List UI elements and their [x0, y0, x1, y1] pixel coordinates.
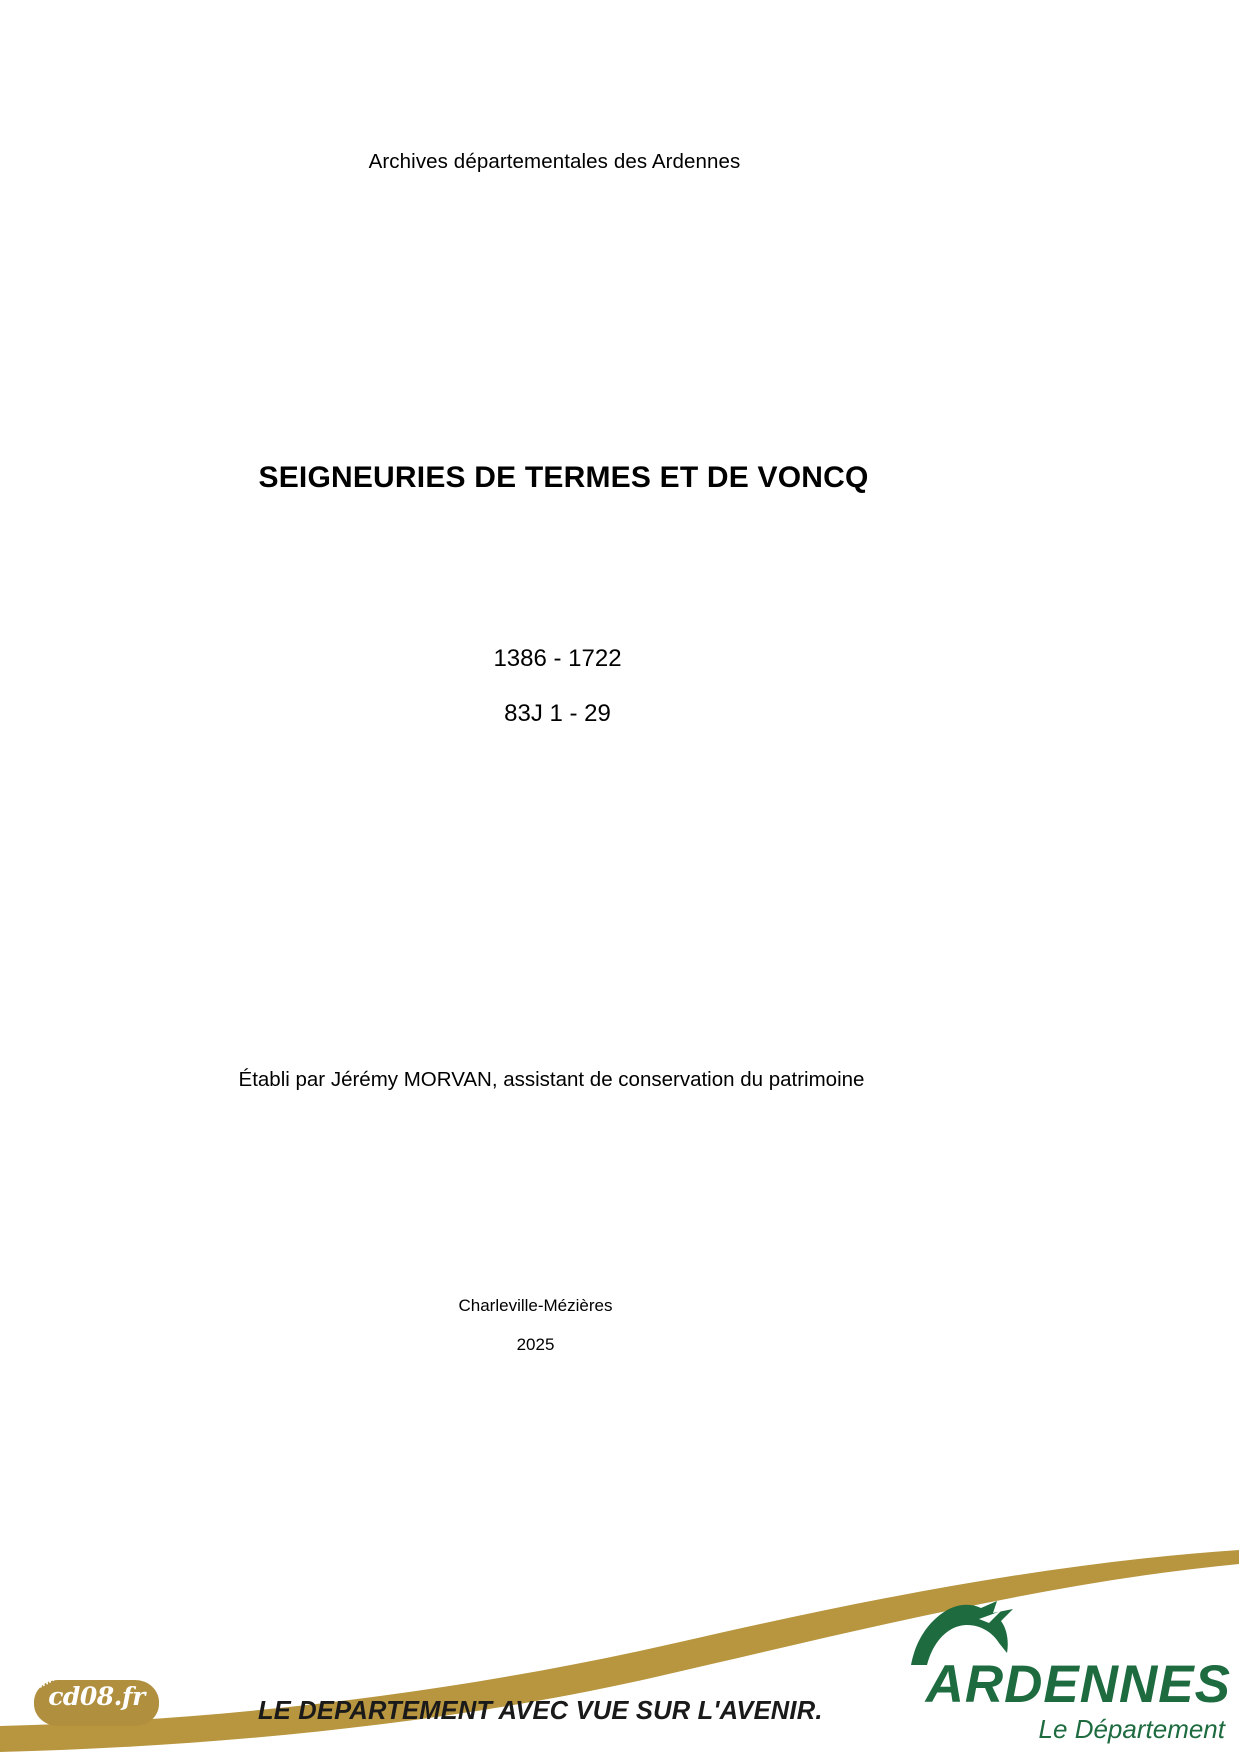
institution-name — [0, 150, 1239, 174]
department-slogan: LE DEPARTEMENT AVEC VUE SUR L'AVENIR. — [258, 1697, 823, 1725]
place-line — [0, 1296, 1239, 1316]
footer-banner — [0, 1454, 1239, 1754]
reference-code-text: 83J 1 - 29 — [504, 700, 611, 727]
author-line-text: Établi par Jérémy MORVAN, assistant de conservation du patrimoine — [238, 1068, 865, 1091]
page-title-text: SEIGNEURIES DE TERMES ET DE VONCQ — [258, 461, 869, 494]
date-range — [0, 645, 1239, 673]
cd08-logo[interactable] — [34, 1671, 159, 1732]
year-line — [0, 1335, 1239, 1355]
year-line-text: 2025 — [516, 1335, 555, 1354]
institution-name-text: Archives départementales des Ardennes — [368, 150, 741, 173]
reference-code — [0, 700, 1239, 728]
cd08-www-label: www — [36, 1671, 60, 1690]
cd08-label: cd08.fr — [48, 1682, 145, 1711]
ardennes-logo[interactable] — [901, 1599, 1231, 1744]
ardennes-subline: Le Département — [1038, 1714, 1225, 1745]
date-range-text: 1386 - 1722 — [493, 645, 622, 672]
author-line — [0, 1068, 1239, 1092]
place-line-text: Charleville-Mézières — [458, 1296, 613, 1315]
ardennes-wordmark: ARDENNES — [925, 1655, 1231, 1714]
page-title — [0, 461, 1239, 495]
